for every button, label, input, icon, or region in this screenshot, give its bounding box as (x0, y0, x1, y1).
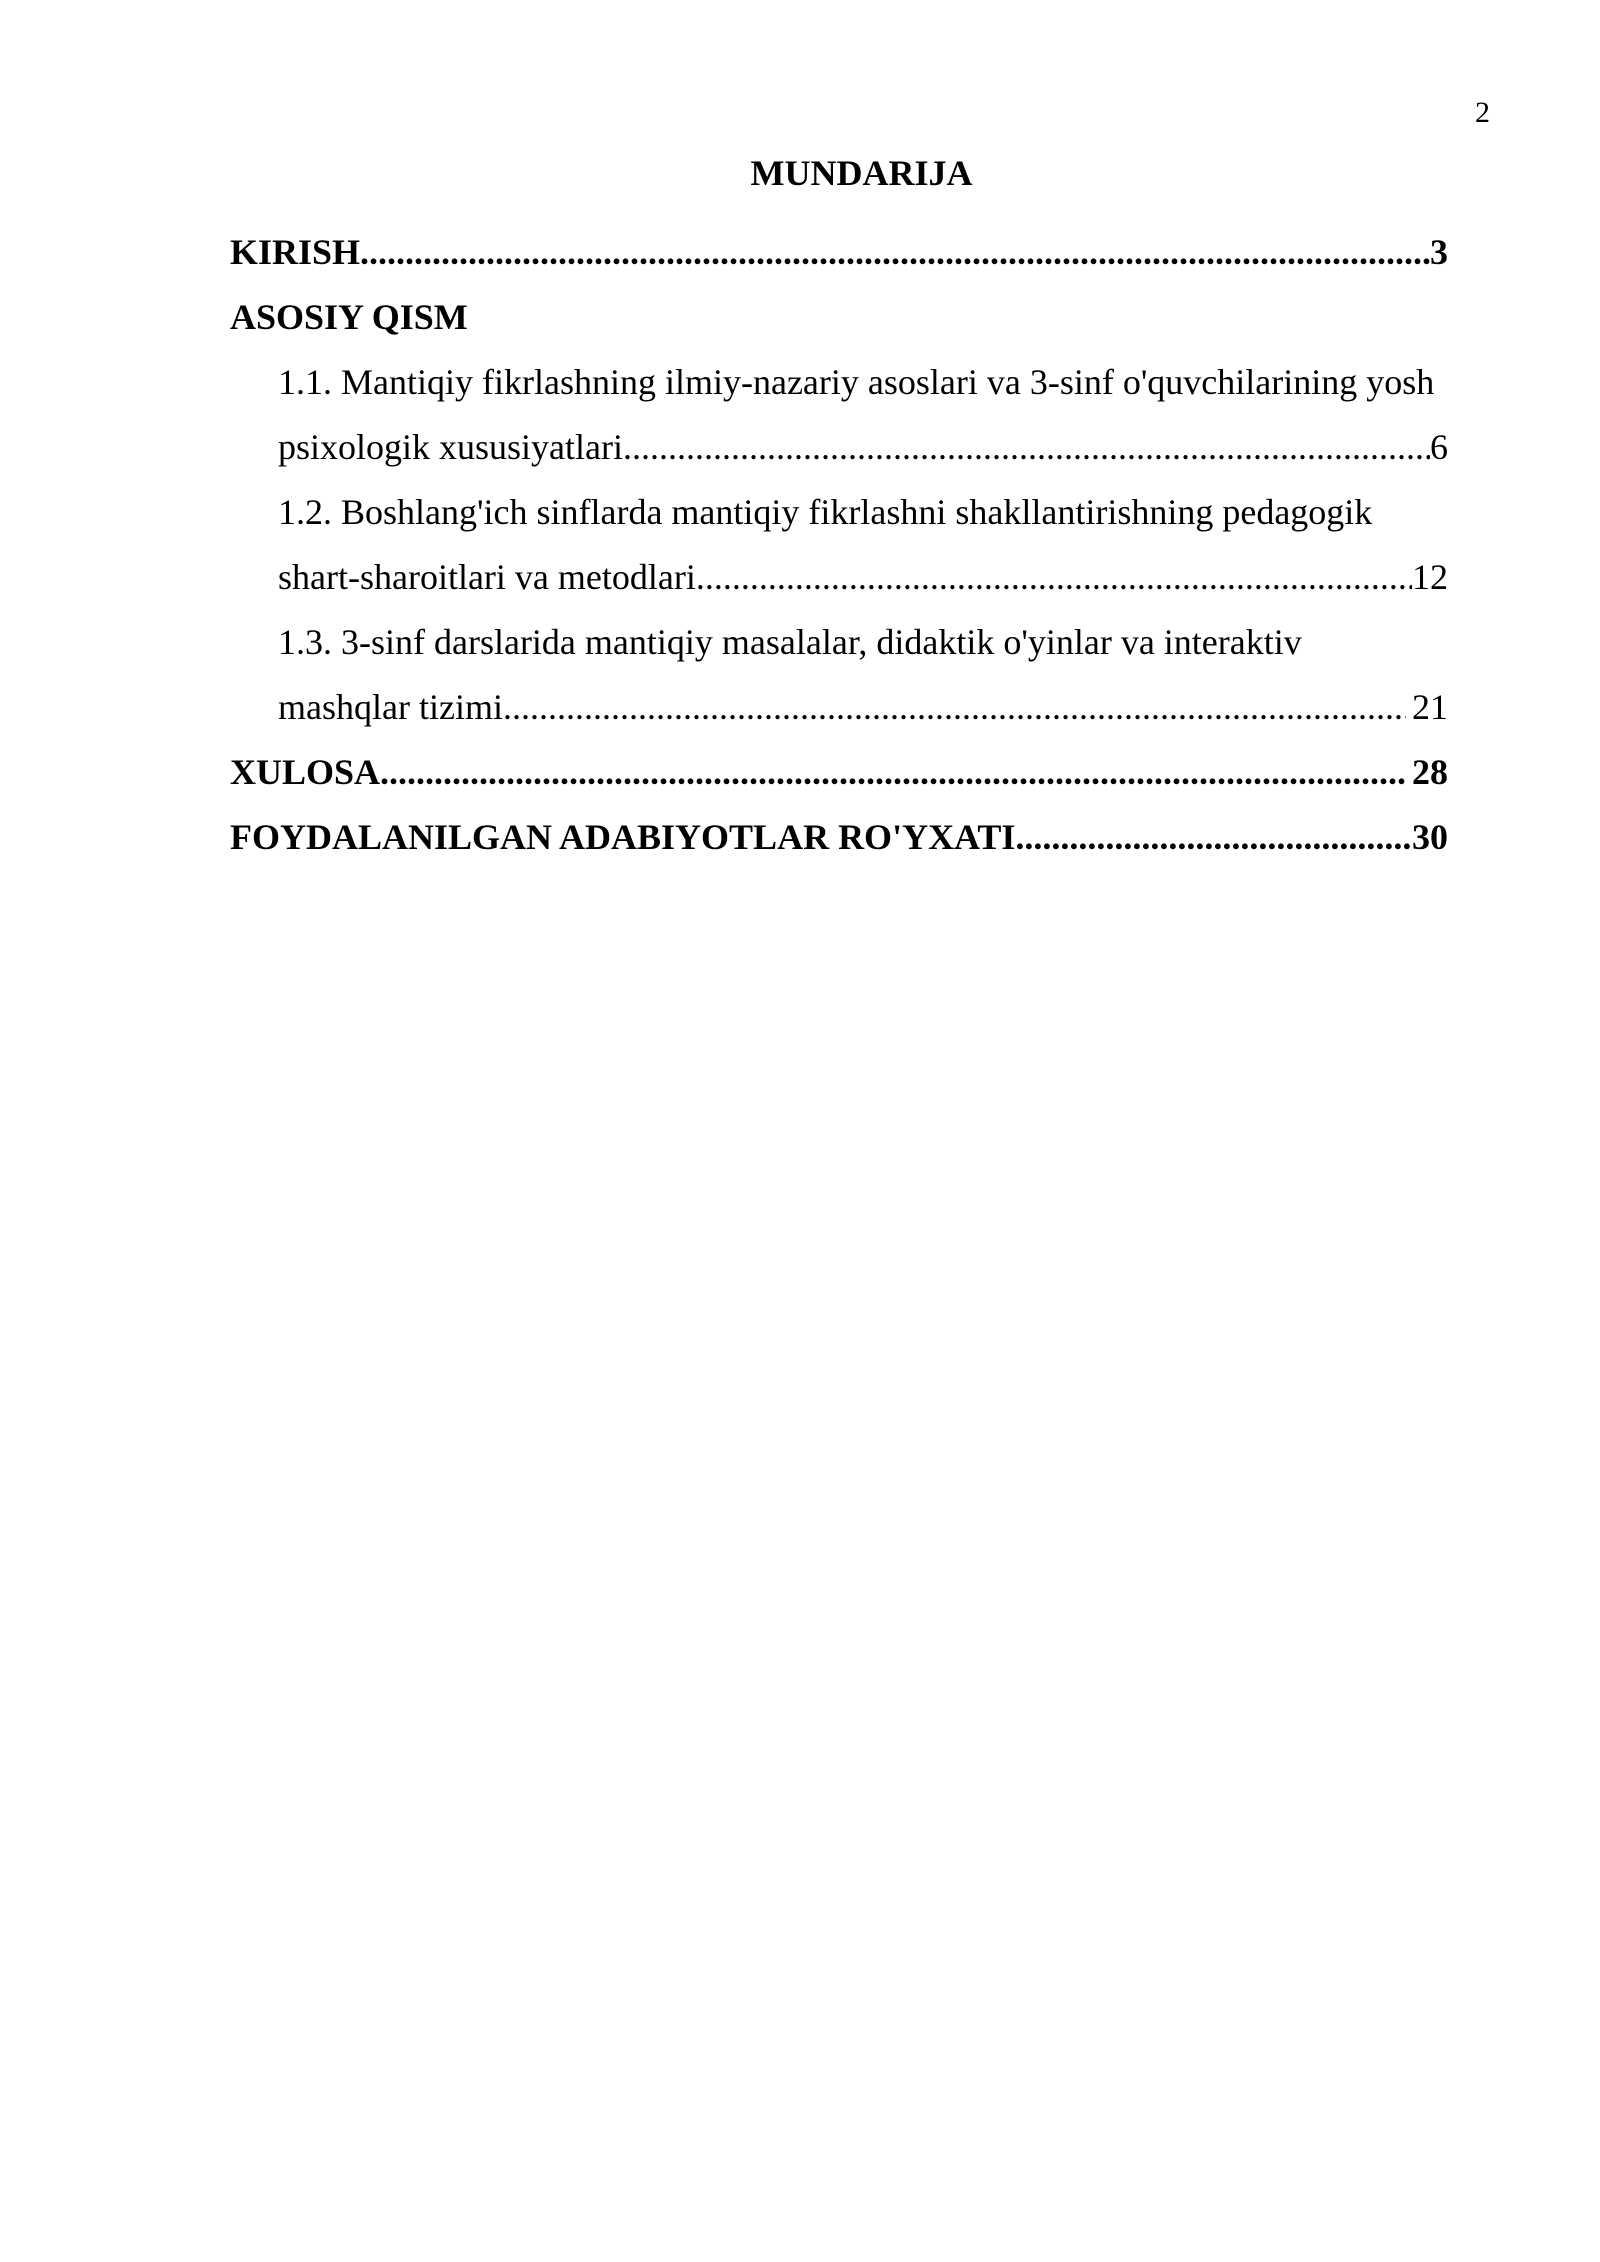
dot-leader (360, 220, 1430, 285)
page-number: 2 (1475, 96, 1490, 129)
toc-entry-page: 6 (1430, 427, 1448, 467)
toc-entry-asosiy-qism[interactable] (230, 285, 1493, 350)
toc-entry-page: 12 (1412, 557, 1448, 597)
toc-entry-label: 1.1. Mantiqiy fikrlashning ilmiy-nazariy asoslari va 3-sinf o'quvchilarining yosh (278, 362, 1435, 402)
toc-entry-label: KIRISH (230, 232, 361, 272)
toc-entry-1-2-line1[interactable] (230, 480, 1493, 545)
toc-entry-1-3-line1[interactable] (230, 610, 1493, 675)
toc-entry-label: 1.2. Boshlang'ich sinflarda mantiqiy fikrlashni shakllantirishning pedagogik (278, 492, 1373, 532)
toc-entry-xulosa[interactable] (230, 740, 1448, 805)
table-of-contents (230, 220, 1493, 870)
toc-entry-page: 3 (1430, 232, 1448, 272)
toc-entry-label: mashqlar tizimi (278, 687, 503, 727)
toc-entry-page: 21 (1412, 687, 1448, 727)
toc-entry-label: FOYDALANILGAN ADABIYOTLAR RO'YXATI (230, 817, 1016, 857)
dot-leader (503, 675, 1406, 740)
toc-entry-1-2-line2[interactable] (230, 545, 1448, 610)
toc-entry-label: 1.3. 3-sinf darslarida mantiqiy masalalar, didaktik o'yinlar va interaktiv (278, 622, 1302, 662)
toc-title: MUNDARIJA (750, 153, 973, 193)
toc-entry-1-3-line2[interactable] (230, 675, 1448, 740)
toc-entry-page: 28 (1412, 752, 1448, 792)
toc-entry-kirish[interactable] (230, 220, 1448, 285)
toc-entry-label: XULOSA (230, 752, 381, 792)
toc-entry-1-1-line1[interactable] (230, 350, 1493, 415)
toc-entry-adabiyotlar[interactable] (230, 805, 1448, 870)
toc-entry-label: shart-sharoitlari va metodlari (278, 557, 696, 597)
dot-leader (380, 740, 1406, 805)
toc-entry-label: ASOSIY QISM (230, 297, 468, 337)
dot-leader (623, 415, 1430, 480)
toc-entry-1-1-line2[interactable] (230, 415, 1448, 480)
toc-entry-label: psixologik xususiyatlari (278, 427, 623, 467)
toc-entry-page: 30 (1412, 817, 1448, 857)
dot-leader (696, 545, 1412, 610)
dot-leader (1015, 805, 1412, 870)
